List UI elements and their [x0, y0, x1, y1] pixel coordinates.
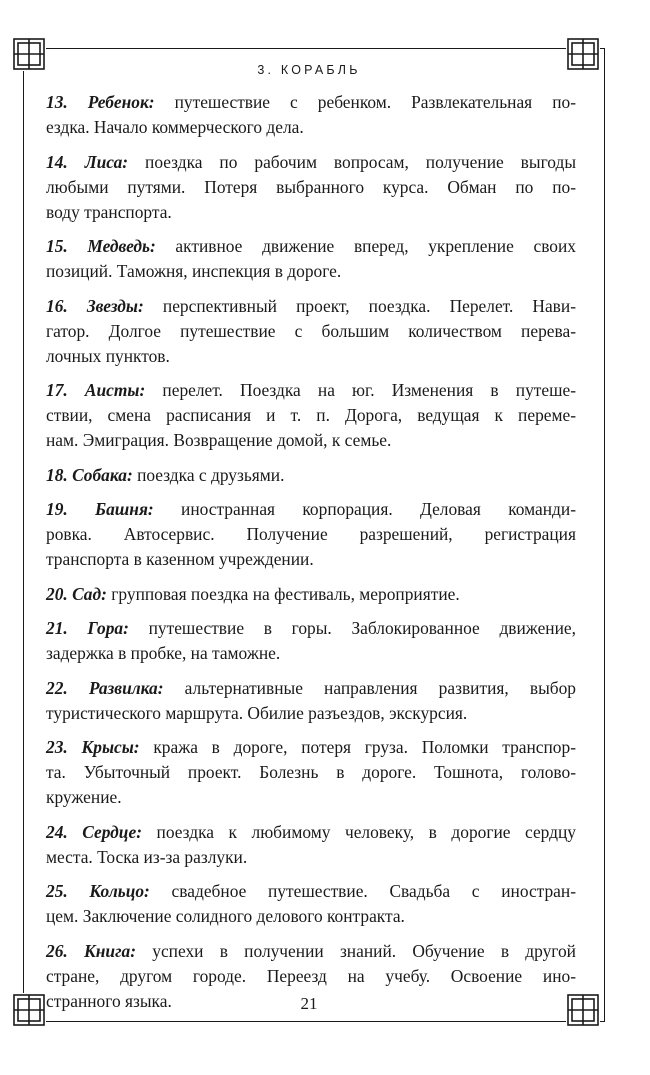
- entry-line: [46, 428, 576, 453]
- entry-line: [46, 820, 576, 845]
- entry-text: задержка в пробке, на таможне.: [46, 643, 281, 663]
- entry-text: та. Убыточный проект. Болезнь в дороге. Тошнота, голово-: [46, 762, 576, 782]
- entry-line: [46, 234, 576, 259]
- entry: [46, 150, 576, 225]
- entry-term: 19. Башня:: [46, 499, 154, 519]
- entry-text: активное движение вперед, укрепление своих: [155, 236, 576, 256]
- entry-text: путешествие с ребенком. Развлекательная по-: [154, 92, 576, 112]
- entry-text: ствии, смена расписания и т. п. Дорога, ведущая к переме-: [46, 405, 576, 425]
- entry-line: [46, 879, 576, 904]
- entry-line: [46, 785, 576, 810]
- entry-text: места. Тоска из-за разлуки.: [46, 846, 248, 867]
- entry: [46, 582, 576, 607]
- entry: [46, 616, 576, 666]
- entry-term: 14. Лиса:: [46, 151, 129, 172]
- entry-text: любыми путями. Потеря выбранного курса. Обман по по-: [46, 176, 576, 197]
- entry-text: лочных пунктов.: [46, 345, 170, 366]
- entry-line: [46, 845, 576, 870]
- entry-line: [46, 760, 576, 785]
- entry-line: [46, 616, 576, 641]
- entry-line: [46, 641, 576, 666]
- entry-text: поездка к любимому человеку, в дорогие сердцу: [142, 821, 576, 842]
- entry-line: [46, 294, 576, 319]
- entry-term: 22. Развилка:: [46, 677, 164, 698]
- page-number: 21: [300, 994, 318, 1013]
- entry-line: [46, 547, 576, 572]
- entry-text: странного языка.: [46, 990, 172, 1011]
- entry-term: 26. Книга:: [46, 940, 137, 961]
- entry-text: поездка с друзьями.: [132, 464, 285, 485]
- entry: [46, 735, 576, 810]
- entry-text: ездка. Начало коммерческого дела.: [46, 117, 304, 137]
- entry-text: групповая поездка на фестиваль, мероприятие.: [106, 583, 460, 604]
- entry-line: [46, 259, 576, 284]
- entry-line: [46, 964, 576, 989]
- entry-text: путешествие в горы. Заблокированное движение,: [128, 618, 576, 638]
- entry-line: [46, 115, 576, 140]
- entry-line: [46, 497, 576, 522]
- entry-text: перспективный проект, поездка. Перелет. Нави-: [143, 295, 576, 316]
- entry-term: 21. Гора:: [46, 618, 129, 638]
- entry-text: альтернативные направления развития, выбор: [163, 677, 576, 698]
- entry-term: 23. Крысы:: [46, 737, 140, 757]
- entry-line: [46, 200, 576, 225]
- entry-text: цем. Заключение солидного делового контракта.: [46, 906, 405, 926]
- entry-text: нам. Эмиграция. Возвращение домой, к семье.: [46, 430, 392, 450]
- entry-line: [46, 175, 576, 200]
- entry: [46, 879, 576, 929]
- entry-line: [46, 378, 576, 403]
- entry-text: ровка. Автосервис. Получение разрешений, регистрация: [46, 524, 576, 544]
- entry-text: иностранная корпорация. Деловая команди-: [153, 499, 576, 519]
- entry-text: кража в дороге, потеря груза. Поломки транспор-: [139, 737, 576, 757]
- entry-term: 25. Кольцо:: [46, 881, 150, 901]
- entry-line: [46, 904, 576, 929]
- entry: [46, 676, 576, 726]
- entry-term: 18. Собака:: [46, 464, 133, 485]
- entry-text: кружение.: [46, 787, 122, 807]
- page-body: [46, 90, 576, 1023]
- entry-term: 16. Звезды:: [46, 295, 144, 316]
- entry-text: свадебное путешествие. Свадьба с иностран-: [149, 881, 576, 901]
- running-header: 3. КОРАБЛЬ: [257, 63, 361, 77]
- entry-line: [46, 319, 576, 344]
- entry-text: позиций. Таможня, инспекция в дороге.: [46, 261, 342, 281]
- entry-term: 13. Ребенок:: [46, 92, 155, 112]
- entry: [46, 497, 576, 572]
- entry-line: [46, 344, 576, 369]
- entry-text: поездка по рабочим вопросам, получение выгоды: [128, 151, 576, 172]
- entry: [46, 294, 576, 369]
- entry-line: [46, 582, 576, 607]
- entry-text: транспорта в казенном учреждении.: [46, 549, 314, 569]
- entry: [46, 820, 576, 870]
- entry-text: стране, другом городе. Переезд на учебу. Освоение ино-: [46, 965, 576, 986]
- entry: [46, 463, 576, 488]
- entry: [46, 378, 576, 453]
- entry-line: [46, 90, 576, 115]
- entry-text: гатор. Долгое путешествие с большим количеством перева-: [46, 320, 576, 341]
- entry-term: 20. Сад:: [46, 583, 107, 604]
- entry-line: [46, 676, 576, 701]
- entry-text: туристического маршрута. Обилие разъездов, экскурсия.: [46, 702, 468, 723]
- entry-term: 15. Медведь:: [46, 236, 156, 256]
- entry-line: [46, 735, 576, 760]
- entry-line: [46, 403, 576, 428]
- entry-line: [46, 522, 576, 547]
- entry-line: [46, 939, 576, 964]
- entry-text: перелет. Поездка на юг. Изменения в путеше-: [145, 380, 576, 400]
- entry-line: [46, 150, 576, 175]
- entry-text: воду транспорта.: [46, 201, 172, 222]
- entry: [46, 234, 576, 284]
- entry-term: 24. Сердце:: [46, 821, 142, 842]
- entry-term: 17. Аисты:: [46, 380, 146, 400]
- entry-line: [46, 701, 576, 726]
- entry-text: успехи в получении знаний. Обучение в другой: [136, 940, 576, 961]
- entry-line: [46, 463, 576, 488]
- entry: [46, 90, 576, 140]
